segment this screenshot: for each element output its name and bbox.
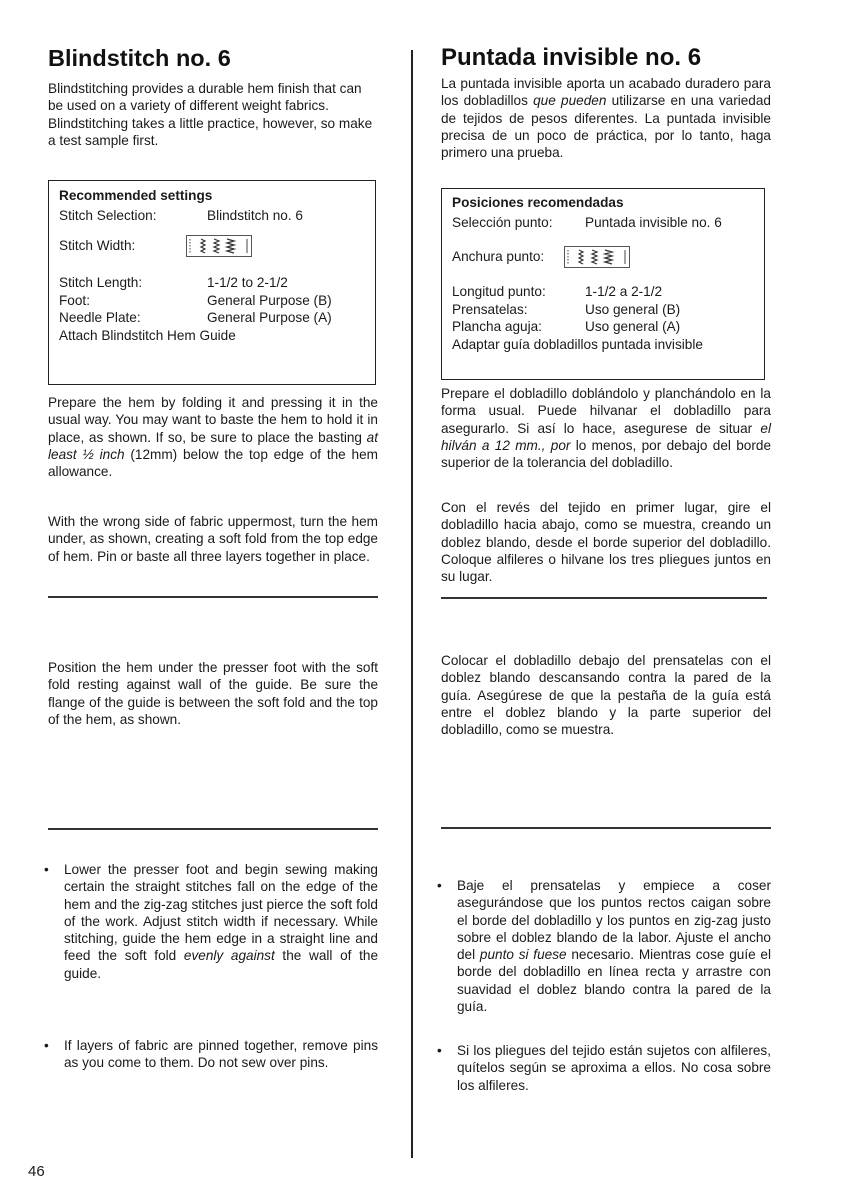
setting-label: Prensatelas: — [452, 301, 528, 317]
setting-value: 1-1/2 a 2-1/2 — [585, 284, 663, 300]
setting-label: Longitud punto: — [452, 284, 546, 300]
intro-text-a: La puntada invisible aporta un acabado duradero para los dobladillos — [441, 76, 771, 109]
bullet-item — [44, 861, 379, 982]
section-divider — [441, 827, 771, 829]
needle-plate-row — [59, 309, 365, 327]
setting-value: Puntada invisible no. 6 — [585, 214, 722, 230]
settings-heading: Recommended settings — [59, 188, 213, 203]
setting-label: Stitch Selection: — [59, 207, 157, 223]
bullet-text: If layers of fabric are pinned together, remove pins as you come to them. Do not sew over pins. — [64, 1038, 378, 1071]
prepare-text-b: (12mm) below the top edge of the hem allowance. — [48, 446, 378, 480]
section-divider — [441, 597, 767, 599]
bullet-text-italic: evenly against — [183, 948, 275, 964]
prepare-hem-paragraph — [48, 394, 378, 480]
page-title: Puntada invisible no. 6 — [441, 44, 702, 71]
column-divider — [411, 50, 413, 1158]
bullet-text-a: Lower the presser foot and begin sewing making certain the straight stitches fall on the edge of the hem and the zig-zag stitches just pierce the soft fold of the work. Adjust stitch width if necessary. While stitching, guide the hem edge in a straight line and feed the soft fold — [64, 862, 378, 964]
setting-label: Plancha aguja: — [452, 319, 542, 335]
stitch-selection-row — [59, 207, 365, 225]
bullet-text — [64, 861, 378, 982]
bullet-icon: • — [437, 878, 442, 893]
section-divider — [48, 828, 378, 830]
prepare-text-italic: el hilván a 12 mm., por — [441, 420, 771, 453]
settings-heading: Posiciones recomendadas — [452, 195, 624, 210]
intro-paragraph: Blindstitching provides a durable hem finish that can be used on a variety of different weight fabrics. Blindstitching takes a little practice, however, so make a test sample first. — [48, 81, 373, 148]
bullet-icon: • — [437, 1043, 442, 1058]
page-number: 46 — [28, 1163, 45, 1180]
intro-text-italic: que pueden — [533, 93, 607, 109]
bullet-text-a: Baje el prensatelas y empiece a coser asegurándose que los puntos rectos caigan sobre el borde del dobladillo y los puntos en zig-zag justo sobre el doblez blando de la labor. Ajuste el ancho del — [457, 878, 771, 963]
setting-label: Foot: — [59, 292, 90, 308]
bullet-text: Si los pliegues del tejido están sujetos con alfileres, quítelos según se aproxima a ellos. No cosa sobre los alfileres. — [457, 1043, 771, 1093]
intro-paragraph — [441, 75, 771, 161]
stitch-width-icon — [186, 235, 252, 257]
bullet-text-b: the wall of the guide. — [64, 948, 379, 981]
position-paragraph: Position the hem under the presser foot with the soft fold resting against wall of the guide. Be sure the flange of the guide is between the soft fold and the top of the hem, as shown. — [48, 660, 378, 727]
setting-label: Stitch Length: — [59, 275, 143, 291]
foot-row — [452, 301, 754, 319]
attach-guide-text: Attach Blindstitch Hem Guide — [59, 327, 236, 343]
setting-label: Needle Plate: — [59, 310, 141, 326]
attach-guide-row — [59, 327, 365, 345]
prepare-hem-paragraph — [441, 385, 771, 471]
attach-guide-row — [452, 336, 754, 354]
setting-label: Anchura punto: — [452, 249, 545, 265]
setting-value: Blindstitch no. 6 — [207, 207, 303, 223]
prepare-text-b: lo menos, por debajo del borde superior de la tolerancia del dobladillo. — [441, 437, 772, 471]
bullet-item — [437, 877, 772, 1015]
setting-label: Stitch Width: — [59, 238, 136, 254]
bullet-text — [457, 877, 771, 1015]
stitch-width-row — [59, 224, 365, 268]
stitch-selection-row — [452, 214, 754, 232]
position-paragraph: Colocar el dobladillo debajo del prensatelas con el doblez blando descansando contra la pared de la guía. Asegúrese de que la pestaña de la guía está entre el doblez blando y la parte superior del dobladillo, como se muestra. — [441, 653, 771, 738]
stitch-width-icon — [564, 246, 630, 268]
attach-guide-text: Adaptar guía dobladillos puntada invisible — [452, 336, 703, 352]
wrong-side-paragraph: Con el revés del tejido en primer lugar, gire el dobladillo hacia abajo, como se muestra, creando un doblez blando, desde el borde superior del dobladillo. Coloque alfileres o hilvane los tres pliegues juntos en su lugar. — [441, 500, 771, 585]
wrong-side-paragraph: With the wrong side of fabric uppermost, turn the hem under, as shown, creating a soft fold from the top edge of hem. Pin or baste all three layers together in place. — [48, 514, 378, 564]
setting-value: General Purpose (A) — [207, 310, 332, 326]
setting-value: 1-1/2 to 2-1/2 — [207, 275, 288, 291]
stitch-width-row — [452, 231, 754, 283]
bullet-icon: • — [44, 1038, 49, 1053]
prepare-text-a: Prepare el dobladillo doblándolo y planchándolo en la forma usual. Puede hilvanar el dobladillo para asegurarlo. Si así lo hace, asegurese de situar — [441, 386, 771, 436]
intro-text-b: utilizarse en una variedad de tejidos de pesos diferentes. La puntada invisible precisa de un poco de práctica, por lo tanto, haga primero una prueba. — [441, 93, 771, 161]
foot-row — [59, 292, 365, 310]
setting-value: Uso general (B) — [585, 301, 681, 317]
section-divider — [48, 596, 378, 598]
needle-plate-row — [452, 318, 754, 336]
setting-value: Uso general (A) — [585, 319, 681, 335]
stitch-length-row — [59, 274, 365, 292]
settings-box — [48, 180, 376, 385]
bullet-text-b: necesario. Mientras cose guíe el borde del dobladillo en línea recta y arrastre con suavidad el doblez blando contra la pared de la guía. — [457, 947, 772, 1015]
bullet-item — [437, 1042, 771, 1094]
setting-value: General Purpose (B) — [207, 292, 332, 308]
bullet-item — [44, 1037, 378, 1072]
setting-label: Selección punto: — [452, 214, 553, 230]
page-title: Blindstitch no. 6 — [48, 45, 231, 71]
prepare-text-italic: at least ½ inch — [48, 429, 378, 462]
prepare-text-a: Prepare the hem by folding it and pressing it in the usual way. You may want to baste the hem to hold it in place, as shown. If so, be sure to place the basting — [48, 395, 378, 445]
stitch-length-row — [452, 283, 754, 301]
bullet-text-italic: punto si fuese — [479, 947, 567, 963]
bullet-icon: • — [44, 862, 49, 877]
settings-box — [441, 188, 765, 380]
